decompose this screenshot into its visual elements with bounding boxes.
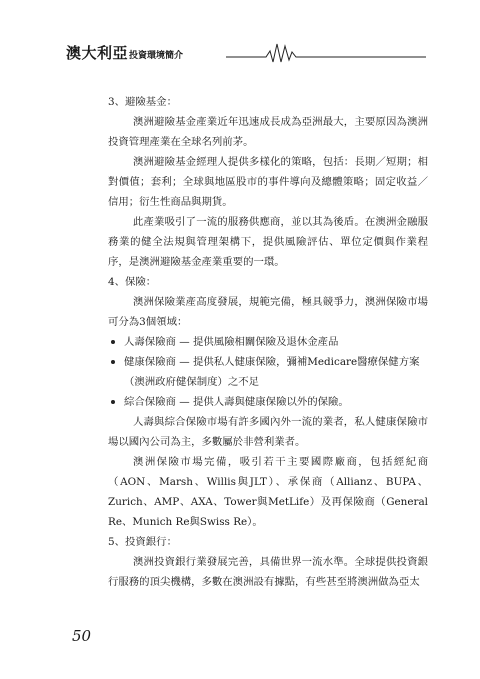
bullet-text: 健康保險商 — 提供私人健康保險，彌補Medicare醫療保健方案	[124, 356, 420, 368]
bullet-text: 人壽保險商 — 提供風險相關保險及退休金產品	[124, 336, 339, 348]
paragraph: 澳洲投資銀行業發展完善，具備世界一流水準。全球提供投資銀行服務的頂尖機構，多數在澳洲設有據點，有些甚至將澳洲做為亞太	[108, 556, 428, 588]
document-body	[108, 92, 428, 592]
section-title-hedge-funds: 3、避險基金：	[108, 96, 177, 108]
bullet-dot-icon	[111, 360, 115, 364]
page-header	[66, 40, 426, 64]
paragraph: 此產業吸引了一流的服務供應商，並以其為後盾。在澳洲金融服務業的健全法規與管理架構下，提供風險評估、單位定價與作業程序，是澳洲避險基金產業重要的一環。	[108, 216, 428, 268]
bullet-item	[108, 352, 428, 372]
paragraph: 澳洲保險業產高度發展，規範完備，極具競爭力，澳洲保險市場可分為3個領域：	[108, 296, 428, 328]
header-title	[66, 42, 183, 63]
header-title-main: 澳大利亞	[66, 44, 129, 62]
heartbeat-line-icon	[226, 40, 426, 64]
bullet-dot-icon	[111, 340, 115, 344]
bullet-item	[108, 392, 428, 412]
bullet-text: 綜合保險商 — 提供人壽與健康保險以外的保險。	[124, 396, 349, 408]
paragraph: 澳洲避險基金產業近年迅速成長成為亞洲最大，主要原因為澳洲投資管理產業在全球名列前茅。	[108, 116, 428, 148]
section-title-investment-banking: 5、投資銀行：	[108, 536, 177, 548]
page-number: 50	[72, 627, 92, 645]
bullet-continuation: （澳洲政府健保制度）之不足	[124, 376, 260, 388]
paragraph: 澳洲保險市場完備，吸引若干主要國際廠商，包括經紀商（AON、Marsh、Willis與JLT）、承保商（Allianz、BUPA、Zurich、AMP、AXA、Tower與MetLife）及再保險商（General Re、Munich Re與Swiss Re）。	[108, 456, 428, 528]
paragraph: 澳洲避險基金經理人提供多樣化的策略，包括：長期／短期；相對價值；套利；全球與地區股市的事件導向及總體策略；固定收益／信用；衍生性商品與期貨。	[108, 156, 428, 208]
section-title-insurance: 4、保險：	[108, 276, 157, 288]
paragraph: 人壽與綜合保險市場有許多國內外一流的業者，私人健康保險市場以國內公司為主，多數屬於非營利業者。	[108, 416, 428, 448]
bullet-dot-icon	[111, 400, 115, 404]
bullet-item	[108, 332, 428, 352]
header-title-sub: 投資環境簡介	[129, 51, 184, 61]
